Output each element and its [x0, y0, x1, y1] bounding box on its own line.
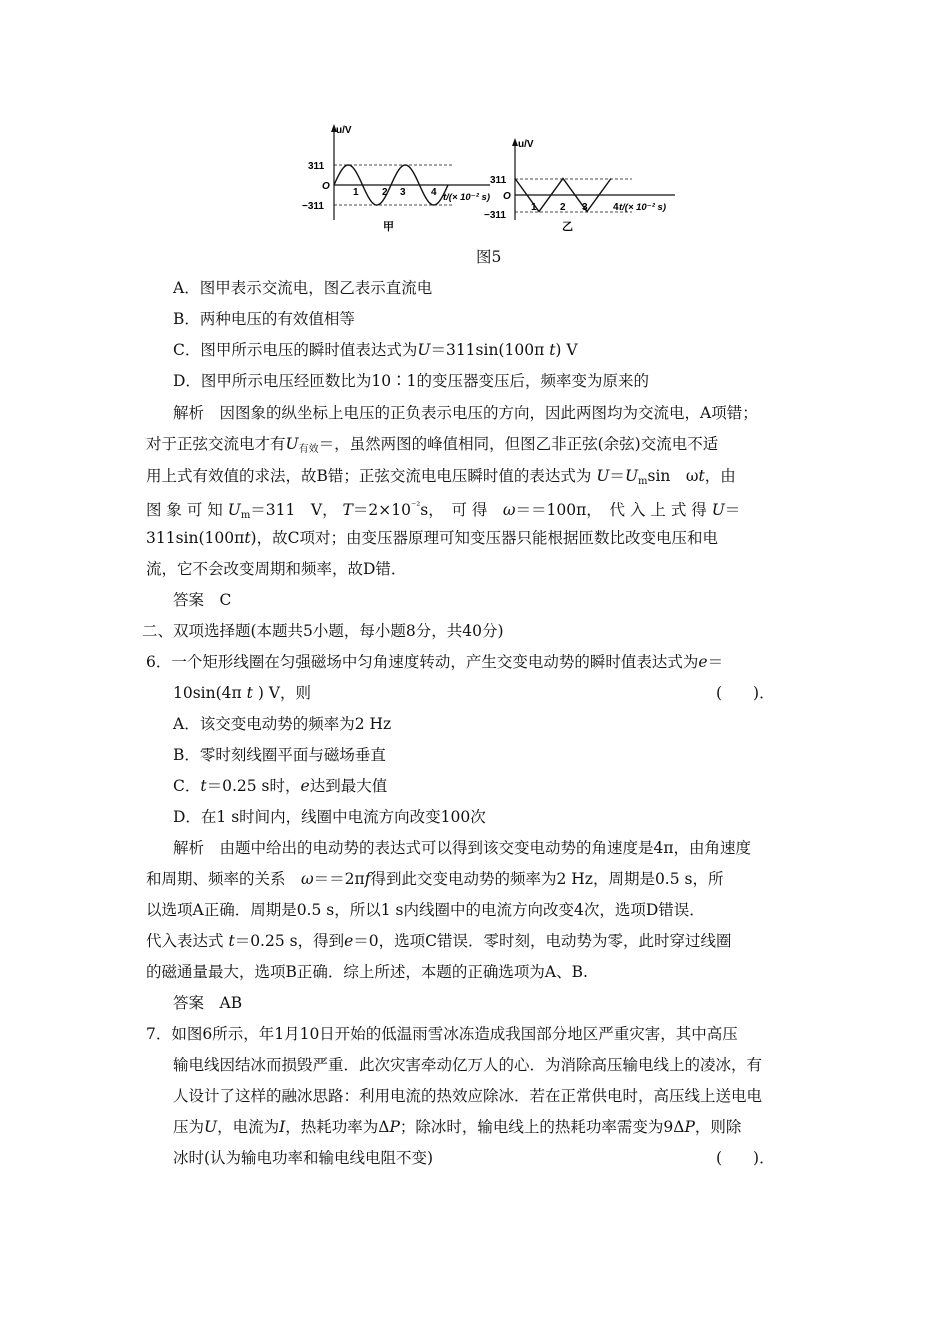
q6-stem-text: ＝ [707, 653, 724, 671]
symbol-f: f [364, 870, 371, 888]
q5-exp-text: ＝＝100π， 代 入 上 式 得 [515, 501, 707, 519]
q5-explanation-line-5 [146, 527, 718, 549]
yi-tick-1: 1 [531, 202, 537, 213]
q6-stem-text: ) V，则 [257, 684, 311, 702]
jia-x-label: t/(× 10⁻² s) [443, 192, 490, 203]
q5-exp-text: 311sin(100π [146, 529, 245, 547]
q6-exp-text: ＝＝2π [313, 870, 365, 888]
q6-option-b: B．零时刻线圈平面与磁场垂直 [173, 746, 386, 764]
yi-tick-4: 4 [613, 202, 619, 213]
symbol-T: T [342, 501, 353, 519]
q5-explanation-line-2 [146, 433, 718, 461]
symbol-Um: U [227, 501, 241, 519]
yi-tick-3: 3 [582, 202, 588, 213]
q7-line-5: 冰时(认为输电功率和输电线电阻不变) [173, 1149, 434, 1167]
q6-explanation-line-1: 解析 由题中给出的电动势的表达式可以得到该交变电动势的角速度是4π，由角速度 [173, 839, 752, 857]
q6-option-c-prefix: C． [173, 777, 201, 795]
q7-line-4 [173, 1116, 741, 1138]
symbol-t: t [246, 684, 253, 702]
q7-text: ；除冰时，输电线上的热耗功率需变为9Δ [399, 1118, 685, 1136]
q6-option-a: A．该交变电动势的频率为2 Hz [173, 715, 392, 733]
symbol-I: I [279, 1118, 286, 1136]
q6-explanation-line-4 [146, 930, 732, 952]
symbol-P: P [684, 1118, 695, 1136]
q5-option-d: D．图甲所示电压经匝数比为10∶1的变压器变压后，频率变为原来的 [173, 372, 650, 390]
symbol-e: e [300, 777, 310, 795]
q5-option-c-text: C．图甲所示电压的瞬时值表达式为 [173, 341, 418, 359]
q6-answer-blank: ( )． [716, 684, 775, 702]
symbol-P: P [389, 1118, 400, 1136]
q7-line-2: 输电线因结冰而损毁严重．此次灾害牵动亿万人的心．为消除高压输电线上的凌冰，有 [173, 1056, 763, 1074]
symbol-t: t [228, 932, 235, 950]
symbol-omega: ω [502, 501, 516, 519]
q5-exp-text: ＝2×10 [352, 501, 411, 519]
q5-exp-text: s， 可 得 [420, 501, 503, 519]
q6-explanation-line-2 [146, 868, 723, 890]
yi-origin-label: O [503, 191, 511, 202]
jia-max-label: 311 [308, 161, 325, 172]
graph-yi [484, 138, 675, 233]
jia-tick-4: 4 [431, 187, 437, 198]
jia-origin-label: O [322, 181, 330, 192]
symbol-t: t [244, 529, 251, 547]
yi-caption: 乙 [562, 221, 573, 233]
symbol-Um: U [624, 467, 639, 485]
q7-text: ，热耗功率为Δ [285, 1118, 390, 1136]
q5-option-c [173, 339, 578, 361]
symbol-U: U [596, 467, 610, 485]
q5-option-c-tail: ) V [555, 341, 578, 359]
q6-exp-text: 得到此交变电动势的频率为2 Hz，周期是0.5 s，所 [370, 870, 724, 888]
q6-exp-text: 代入表达式 [146, 932, 224, 950]
q7-answer-blank: ( )． [716, 1149, 775, 1167]
q6-stem-line-2 [173, 682, 311, 704]
q5-exp-text: 图 象 可 知 [146, 501, 223, 519]
jia-tick-2: 2 [382, 187, 388, 198]
q7-line-1: 7．如图6所示，年1月10日开始的低温雨雪冰冻造成我国部分地区严重灾害，其中高压 [146, 1025, 738, 1043]
q6-exp-text: ＝0，选项C错误．零时刻，电动势为零，此时穿过线圈 [353, 932, 732, 950]
q5-exp-text: ＝，虽然两图的峰值相同，但图乙非正弦(余弦)交流电不适 [318, 435, 719, 453]
q5-exp-text: ，由 [704, 467, 736, 485]
symbol-U: U [711, 501, 725, 519]
symbol-U: U [285, 435, 299, 453]
q7-text: ，则除 [694, 1118, 742, 1136]
subscript-eff: 有效 [298, 444, 319, 455]
q6-stem-text: 6．一个矩形线圈在匀强磁场中匀角速度转动，产生交变电动势的瞬时值表达式为 [146, 653, 699, 671]
q5-symbol-t: t [549, 341, 556, 359]
q5-option-b: B．两种电压的有效值相等 [173, 310, 355, 328]
q5-exp-text: )，故C项对；由变压器原理可知变压器只能根据匝数比改变电压和电 [250, 529, 718, 547]
yi-tick-2: 2 [560, 202, 566, 213]
jia-tick-3: 3 [400, 187, 406, 198]
q5-explanation-line-3: 用上式有效值的求法，故B错；正弦交流电电压瞬时值的表达式为 $U=U_m\sin$ ωt，由 [146, 467, 736, 487]
q6-exp-text: ＝0.25 s，得到 [234, 932, 345, 950]
q5-exp-text: ＝311 V， [250, 501, 338, 519]
q7-text: 压为 [173, 1118, 205, 1136]
figure-caption: 图5 [476, 248, 502, 266]
q5-exp-text: 用上式有效值的求法，故B错；正弦交流电电压瞬时值的表达式为 [146, 467, 592, 485]
symbol-e: e [698, 653, 708, 671]
q5-exp-text: sin ω [647, 467, 699, 485]
q6-answer: 答案 AB [173, 994, 243, 1012]
symbol-t: t [200, 777, 207, 795]
symbol-t: t [698, 467, 705, 485]
q6-explanation-line-3: 以选项A正确．周期是0.5 s，所以1 s内线圈中的电流方向改变4次，选项D错误． [146, 901, 705, 919]
yi-min-label: −311 [484, 210, 506, 221]
subscript-m: m [240, 510, 251, 521]
q5-symbol-U: U [417, 341, 431, 359]
q6-explanation-line-5: 的磁通量最大，选项B正确．综上所述，本题的正确选项为A、B. [146, 963, 588, 981]
q5-explanation-line-4: 图 象 可 知 $U_m=311$ V， $T=2\times 10^{^{-2}}s$， 可 得 ω＝＝100π， 代 入 上 式 得 U＝ [146, 501, 741, 521]
q7-text: ，电流为 [217, 1118, 280, 1136]
symbol-U: U [204, 1118, 218, 1136]
yi-y-label: u/V [518, 139, 534, 150]
section-2-heading: 二、双项选择题(本题共5小题，每小题8分，共40分) [142, 622, 504, 640]
superscript: ⁻² [410, 501, 421, 512]
q5-answer: 答案 C [173, 591, 232, 609]
symbol-e: e [344, 932, 354, 950]
q5-explanation-line-1: 解析 因图象的纵坐标上电压的正负表示电压的方向，因此两图均为交流电，A项错； [173, 404, 758, 422]
q6-option-d: D．在1 s时间内，线圈中电流方向改变100次 [173, 808, 486, 826]
q6-option-c-text: ＝0.25 s时， [206, 777, 301, 795]
q6-option-c-text: 达到最大值 [309, 777, 388, 795]
q5-explanation-line-6: 流，它不会改变周期和频率，故D错． [146, 560, 407, 578]
q6-exp-text: 和周期、频率的关系 [146, 870, 302, 888]
jia-min-label: −311 [302, 201, 324, 212]
q6-option-c [173, 775, 387, 797]
q7-line-3: 人设计了这样的融冰思路：利用电流的热效应除冰．若在正常供电时，高压线上送电电 [173, 1087, 763, 1105]
yi-x-label: t/(× 10⁻² s) [619, 202, 666, 213]
jia-y-label: u/V [336, 125, 352, 136]
figure-5 [300, 120, 680, 250]
q5-option-c-expr: ＝311sin(100π [430, 341, 550, 359]
q5-option-a: A．图甲表示交流电，图乙表示直流电 [173, 279, 433, 297]
q5-exp-text: 对于正弦交流电才有 [146, 435, 286, 453]
subscript-m: m [638, 476, 648, 487]
yi-max-label: 311 [490, 175, 507, 186]
q6-stem-line-1 [146, 651, 723, 673]
jia-caption: 甲 [383, 221, 394, 233]
symbol-omega: ω [301, 870, 314, 888]
jia-tick-1: 1 [353, 187, 359, 198]
graph-jia [302, 124, 490, 233]
q6-stem-text: 10sin(4π [173, 684, 242, 702]
